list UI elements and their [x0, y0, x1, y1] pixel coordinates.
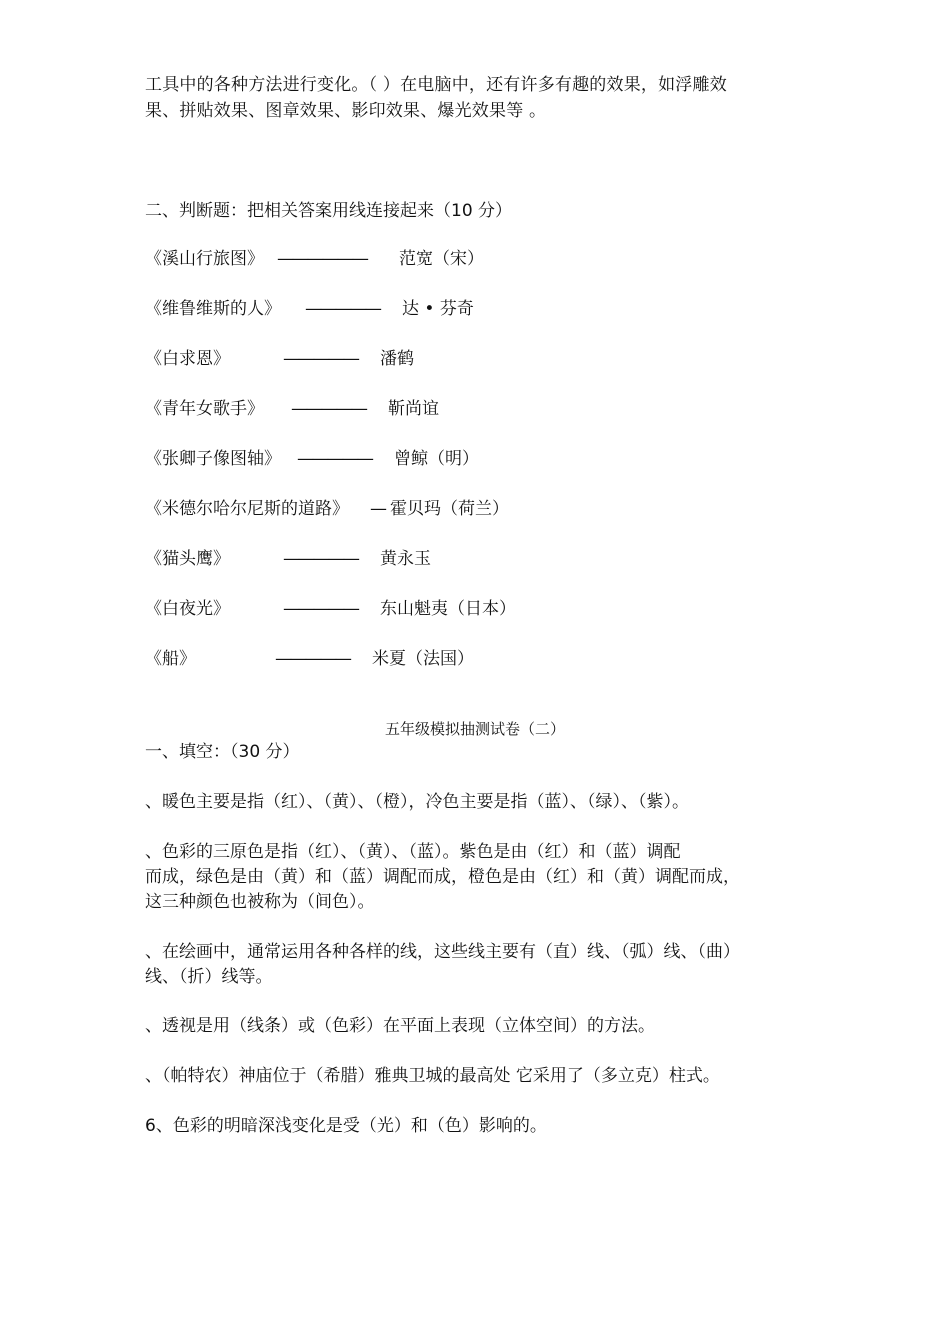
match-item-7	[145, 547, 431, 571]
question-2	[145, 840, 825, 915]
match-work: 《米德尔哈尔尼斯的道路》	[145, 499, 349, 519]
question-4	[145, 1014, 825, 1039]
match-item-4	[145, 397, 439, 421]
question-2-line-1: 、色彩的三原色是指（红）、（黄）、（蓝）。紫色是由（红）和（蓝）调配	[145, 842, 681, 862]
match-dash: —————	[283, 349, 358, 369]
match-dash: ——————	[277, 249, 367, 269]
question-6-text: 6、色彩的明暗深浅变化是受（光）和（色）影响的。	[145, 1116, 547, 1136]
question-5-text: 、（帕特农）神庙位于（希腊）雅典卫城的最高处 它采用了（多立克）柱式。	[145, 1066, 720, 1086]
question-1-text: 、暖色主要是指（红）、（黄）、（橙），冷色主要是指（蓝）、（绿）、（紫）。	[145, 792, 689, 812]
match-item-5	[145, 447, 479, 471]
exam-title: 五年级模拟抽测试卷（二）	[384, 720, 565, 738]
question-5	[145, 1064, 825, 1089]
match-item-6	[145, 497, 509, 521]
match-artist: 米夏（法国）	[372, 649, 474, 669]
intro-line-1: 工具中的各种方法进行变化。（ ）在电脑中，还有许多有趣的效果，如浮雕效	[145, 75, 727, 95]
match-item-8	[145, 597, 516, 621]
match-work: 《溪山行旅图》	[145, 249, 264, 269]
match-artist: 霍贝玛（荷兰）	[390, 499, 509, 519]
match-work: 《船》	[145, 649, 196, 669]
match-dash: —————	[283, 549, 358, 569]
match-work: 《猫头鹰》	[145, 549, 230, 569]
question-3-line-2: 线、（折）线等。	[145, 967, 273, 987]
match-item-3	[145, 347, 414, 371]
match-dash: —————	[297, 449, 372, 469]
question-4-text: 、透视是用（线条）或（色彩）在平面上表现（立体空间）的方法。	[145, 1016, 655, 1036]
section-1-title: 一、填空：（30 分）	[145, 742, 300, 762]
match-artist: 范宽（宋）	[399, 249, 484, 269]
question-2-line-3: 这三种颜色也被称为（间色）。	[145, 892, 375, 912]
section-2-title: 二、判断题：把相关答案用线连接起来（10 分）	[145, 201, 513, 221]
match-dash: —————	[305, 299, 380, 319]
match-dash: —————	[275, 649, 350, 669]
match-artist: 黄永玉	[380, 549, 431, 569]
match-dash: —————	[291, 399, 366, 419]
match-work: 《维鲁维斯的人》	[145, 299, 281, 319]
match-item-9	[145, 647, 474, 671]
match-work: 《张卿子像图轴》	[145, 449, 281, 469]
match-artist: 潘鹤	[380, 349, 414, 369]
match-dash: —	[370, 499, 387, 519]
match-work: 《青年女歌手》	[145, 399, 264, 419]
question-2-line-2: 而成，绿色是由（黄）和（蓝）调配而成，橙色是由（红）和（黄）调配而成，	[145, 867, 740, 887]
question-3	[145, 940, 825, 990]
match-artist: 东山魁夷（日本）	[380, 599, 516, 619]
match-work: 《白求恩》	[145, 349, 230, 369]
question-6	[145, 1114, 825, 1139]
question-3-line-1: 、在绘画中，通常运用各种各样的线，这些线主要有（直）线、（弧）线、（曲）	[145, 942, 740, 962]
intro-line-2: 果、拼贴效果、图章效果、影印效果、爆光效果等 。	[145, 101, 547, 121]
match-work: 《白夜光》	[145, 599, 230, 619]
match-artist: 靳尚谊	[388, 399, 439, 419]
match-item-1	[145, 247, 484, 271]
question-1	[145, 790, 825, 815]
match-item-2	[145, 297, 474, 321]
match-artist: 曾鲸（明）	[394, 449, 479, 469]
match-dash: —————	[283, 599, 358, 619]
match-artist: 达 • 芬奇	[402, 299, 474, 319]
